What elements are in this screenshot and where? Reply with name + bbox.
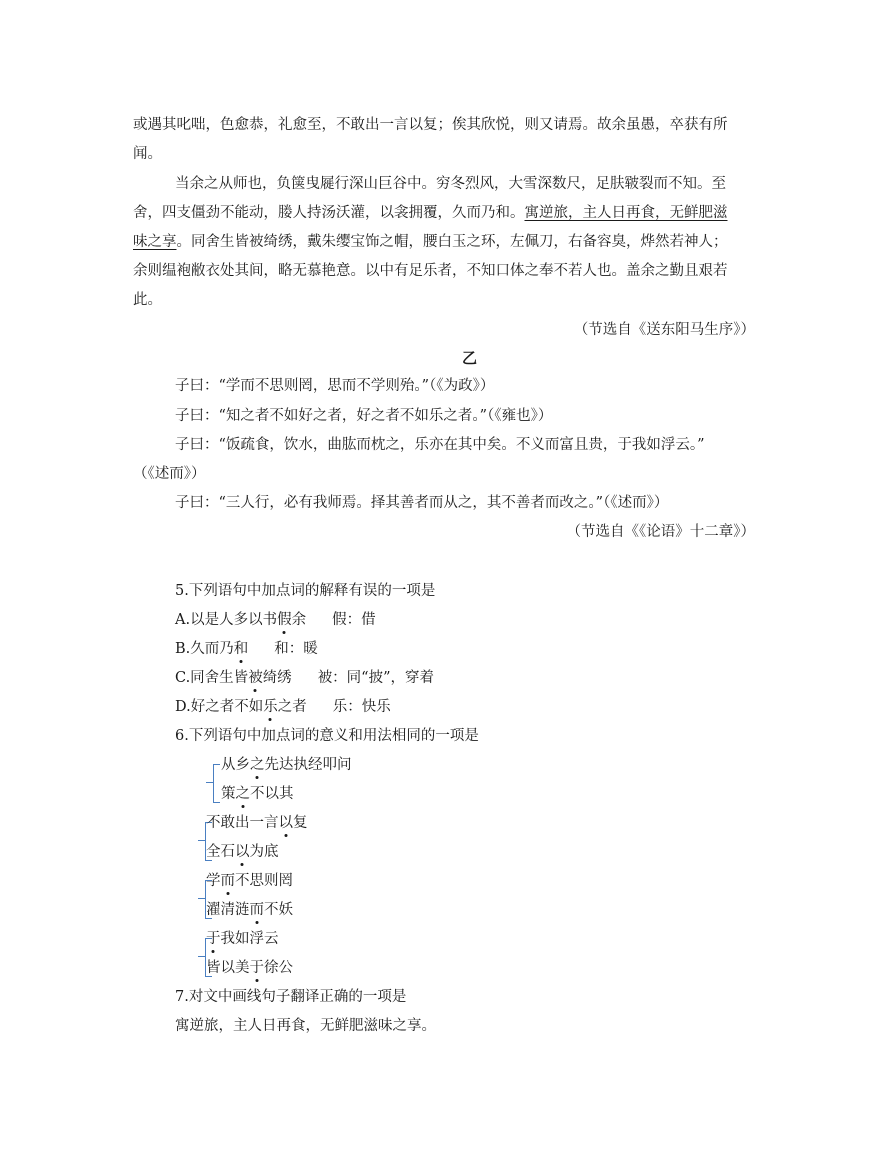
q5-a-explanation: 假：借 — [332, 612, 376, 628]
q5-c-text-end: 绮绣 — [262, 670, 292, 686]
q5-a-dotted-word: 假 — [277, 612, 292, 628]
q6-group-b-bracket-tick — [198, 840, 206, 841]
yi-quote-2: 子曰：“知之者不如好之者，好之者不如乐之者。”（《雍也》） — [175, 408, 553, 424]
q6-d1-dotted-word: 于 — [206, 931, 221, 947]
jia-para1-line1: 或遇其叱咄，色愈恭，礼愈至，不敢出一言以复；俟其欣悦，则又请焉。故余虽愚，卒获有所 — [133, 117, 728, 133]
q6-group-c-line1 — [206, 871, 293, 891]
jia-para2-line2 — [133, 203, 728, 223]
q6-d1-text-end: 我如浮云 — [220, 931, 279, 947]
q5-b-text: B.久而乃 — [175, 641, 234, 657]
q5-option-b — [175, 639, 318, 659]
q7-stem: 7.对文中画线句子翻译正确的一项是 — [175, 989, 407, 1005]
q5-b-explanation: 和：暖 — [274, 641, 318, 657]
q6-b2-text-end: 为底 — [249, 844, 279, 860]
q6-c1-text: 学 — [206, 873, 221, 889]
q5-d-dotted-word: 乐 — [263, 699, 278, 715]
jia-para2-line2-text: 舍，四支僵劲不能动，媵人持汤沃灌，以衾拥覆，久而乃和。 — [133, 205, 525, 221]
q6-group-b-line1 — [206, 813, 308, 833]
underlined-sentence-part2: 味之享 — [133, 234, 177, 250]
q6-a1-text-end: 先达执经叩问 — [264, 757, 352, 773]
q6-b1-text: 不敢出一言 — [206, 815, 279, 831]
q5-d-text-end: 之者 — [277, 699, 307, 715]
yi-source: （节选自《《论语》十二章》） — [566, 524, 755, 540]
q5-c-text: C.同舍生皆 — [175, 670, 249, 686]
q6-d2-text-end: 徐公 — [264, 960, 293, 976]
jia-source: （节选自《送东阳马生序》） — [573, 322, 755, 338]
q6-c1-text-end: 不思则罔 — [235, 873, 293, 889]
q5-c-explanation: 被：同“披”，穿着 — [317, 670, 435, 686]
jia-para2-line3-text: 。同舍生皆被绮绣，戴朱缨宝饰之帽，腰白玉之环，左佩刀，右备容臭，烨然若神人； — [176, 234, 728, 250]
q6-b1-dotted-word: 以 — [278, 815, 293, 831]
yi-quote-3-line1: 子曰：“饭疏食，饮水，曲肱而枕之，乐亦在其中矣。不义而富且贵，于我如浮云。” — [175, 437, 705, 453]
jia-para2-line4: 余则缊袍敝衣处其间，略无慕艳意。以中有足乐者，不知口体之奉不若人也。盖余之勤且艰若 — [133, 263, 728, 279]
q6-c1-dotted-word: 而 — [220, 873, 235, 889]
q5-a-text: A.以是人多以书 — [175, 612, 278, 628]
jia-para2-line1: 当余之从师也，负箧曳屣行深山巨谷中。穷冬烈风，大雪深数尺，足肤皲裂而不知。至 — [175, 176, 726, 192]
q6-c2-text: 濯清涟 — [206, 902, 250, 918]
q5-a-text-end: 余 — [291, 612, 307, 628]
q6-c2-dotted-word: 而 — [249, 902, 264, 918]
q6-group-d-line2 — [206, 958, 293, 978]
q6-b1-text-end: 复 — [293, 815, 308, 831]
jia-para2-line3 — [133, 232, 728, 252]
q5-stem: 5.下列语句中加点词的解释有误的一项是 — [175, 583, 436, 599]
q6-stem: 6.下列语句中加点词的意义和用法相同的一项是 — [175, 728, 479, 744]
q6-a2-text-end: 不以其 — [250, 786, 294, 802]
q5-option-a — [175, 610, 376, 630]
q6-group-d-bracket-tick — [198, 956, 206, 957]
yi-quote-3-line2: （《述而》） — [133, 466, 206, 482]
q6-group-a-bracket — [213, 764, 220, 803]
q6-d2-dotted-word: 于 — [249, 960, 264, 976]
yi-quote-1: 子曰：“学而不思则罔，思而不学则殆。”（《为政》） — [175, 378, 495, 394]
q5-d-explanation: 乐：快乐 — [332, 699, 391, 715]
q6-group-c-line2 — [206, 900, 293, 920]
q6-group-d-line1 — [206, 929, 279, 949]
yi-quote-4: 子曰：“三人行，必有我师焉。择其善者而从之，其不善者而改之。”（《述而》） — [175, 495, 669, 511]
jia-para1-line2: 闻。 — [133, 146, 162, 162]
q5-option-c — [175, 668, 434, 688]
q6-group-c-bracket-tick — [198, 898, 206, 899]
q6-group-a-line1 — [221, 755, 352, 775]
q6-group-b-line2 — [206, 842, 279, 862]
q6-a1-text: 从乡 — [221, 757, 250, 773]
q7-sentence: 寓逆旅，主人日再食，无鲜肥滋味之享。 — [175, 1018, 436, 1034]
q6-a2-text: 策 — [221, 786, 236, 802]
q5-option-d — [175, 697, 391, 717]
q6-d2-text: 皆以美 — [206, 960, 250, 976]
q6-b2-dotted-word: 以 — [235, 844, 250, 860]
q5-b-dotted-word: 和 — [233, 641, 249, 657]
q6-b2-text: 全石 — [206, 844, 235, 860]
q6-group-a-line2 — [221, 784, 294, 804]
q6-a2-dotted-word: 之 — [235, 786, 250, 802]
yi-title: 乙 — [462, 349, 478, 367]
underlined-sentence-part1: 寓逆旅，主人日再食，无鲜肥滋 — [524, 205, 728, 221]
q5-d-text: D.好之者不如 — [175, 699, 264, 715]
jia-para2-line5: 此。 — [133, 292, 162, 308]
q5-c-dotted-word: 被 — [248, 670, 263, 686]
q6-a1-dotted-word: 之 — [250, 757, 265, 773]
q6-c2-text-end: 不妖 — [264, 902, 293, 918]
q6-group-a-bracket-tick — [206, 782, 214, 783]
